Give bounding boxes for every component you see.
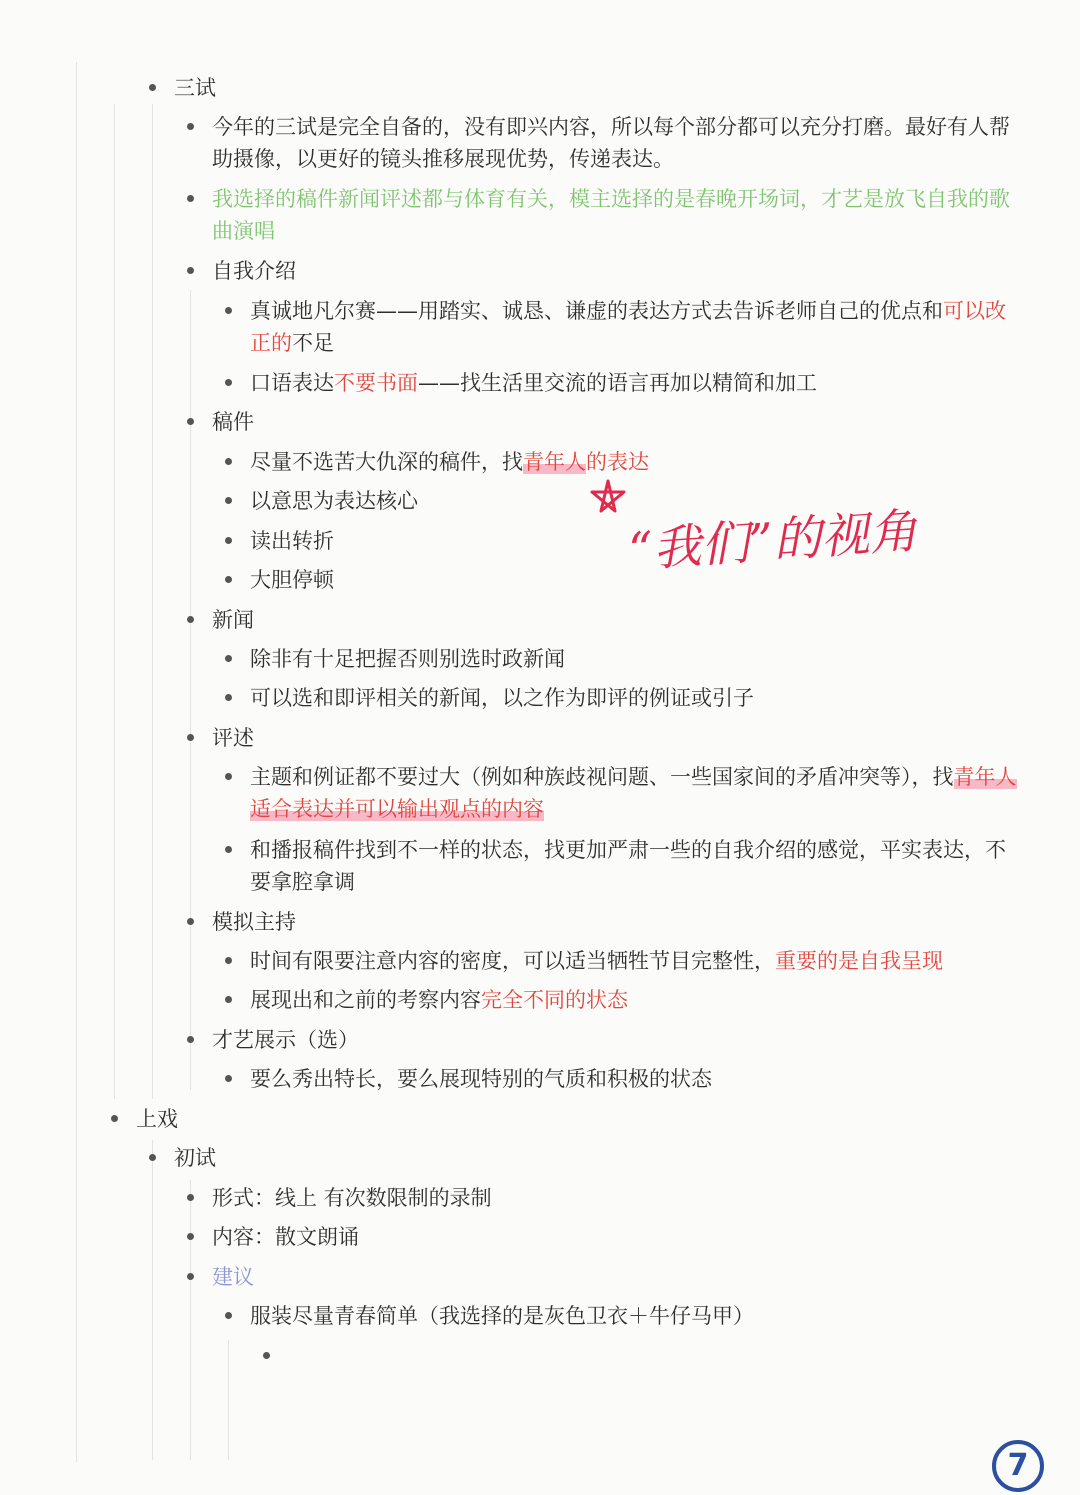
xinwen-bullet-2: 可以选和即评相关的新闻，以之作为即评的例证或引子 [250, 682, 754, 714]
outline-sanshi: 三试 [174, 72, 216, 104]
intro-bullet-2: 口语表达不要书面——找生活里交流的语言再加以精简和加工 [250, 367, 1010, 399]
pingshu-bullet-1: 主题和例证都不要过大（例如种族歧视问题、一些国家间的矛盾冲突等），找青年人适合表达并可以输出观点的内容 [250, 761, 1020, 825]
moni-heading: 模拟主持 [212, 906, 296, 938]
sanshi-paragraph-2: 我选择的稿件新闻评述都与体育有关，模主选择的是春晚开场词，才艺是放飞自我的歌曲演唱 [212, 183, 1022, 247]
intro-bullet-1: 真诚地凡尔赛——用踏实、诚恳、谦虚的表达方式去告诉老师自己的优点和可以改正的不足 [250, 295, 1010, 359]
chushi-bullet-2: 内容：散文朗诵 [212, 1221, 359, 1253]
chushi-bullet-1: 形式：线上 有次数限制的录制 [212, 1182, 492, 1214]
caiyi-bullet-1: 要么秀出特长，要么展现特别的气质和积极的状态 [250, 1063, 712, 1095]
caiyi-heading: 才艺展示（选） [212, 1024, 359, 1056]
sanshi-paragraph-1: 今年的三试是完全自备的，没有即兴内容，所以每个部分都可以充分打磨。最好有人帮助摄像，以更好的镜头推移展现优势，传递表达。 [212, 111, 1022, 175]
jianyi-bullet-1: 服装尽量青春简单（我选择的是灰色卫衣＋牛仔马甲） [250, 1300, 754, 1332]
gaojian-bullet-2: 以意思为表达核心 [250, 485, 418, 517]
handwritten-annotation [588, 478, 948, 588]
indent-guide-5 [152, 1140, 153, 1460]
pingshu-heading: 评述 [212, 722, 254, 754]
indent-guide-4 [190, 290, 191, 1090]
gaojian-bullet-1: 尽量不选苦大仇深的稿件，找青年人的表达 [250, 446, 649, 478]
indent-guide-1 [76, 62, 77, 1462]
empty-bullet [288, 1340, 298, 1372]
indent-guide-3 [152, 104, 153, 1099]
xinwen-bullet-1: 除非有十足把握否则别选时政新闻 [250, 643, 565, 675]
intro-heading: 自我介绍 [212, 255, 296, 287]
gaojian-bullet-4: 大胆停顿 [250, 564, 334, 596]
gaojian-heading: 稿件 [212, 406, 254, 438]
indent-guide-2 [114, 104, 115, 1099]
jianyi-heading: 建议 [212, 1261, 254, 1293]
indent-guide-6 [190, 1180, 191, 1460]
pingshu-bullet-2: 和播报稿件找到不一样的状态，找更加严肃一些的自我介绍的感觉，平实表达，不要拿腔拿调 [250, 834, 1020, 898]
moni-bullet-1: 时间有限要注意内容的密度，可以适当牺牲节目完整性，重要的是自我呈现 [250, 945, 943, 977]
star-doodle-icon [588, 478, 628, 518]
xinwen-heading: 新闻 [212, 604, 254, 636]
gaojian-bullet-3: 读出转折 [250, 525, 334, 557]
handwritten-note: “我们”的视角 [626, 502, 920, 580]
outline-shangxi: 上戏 [136, 1103, 178, 1135]
chushi-heading: 初试 [174, 1142, 216, 1174]
moni-bullet-2: 展现出和之前的考察内容完全不同的状态 [250, 984, 628, 1016]
indent-guide-7 [228, 1340, 229, 1460]
watermark-logo-icon: 7 [992, 1440, 1044, 1492]
